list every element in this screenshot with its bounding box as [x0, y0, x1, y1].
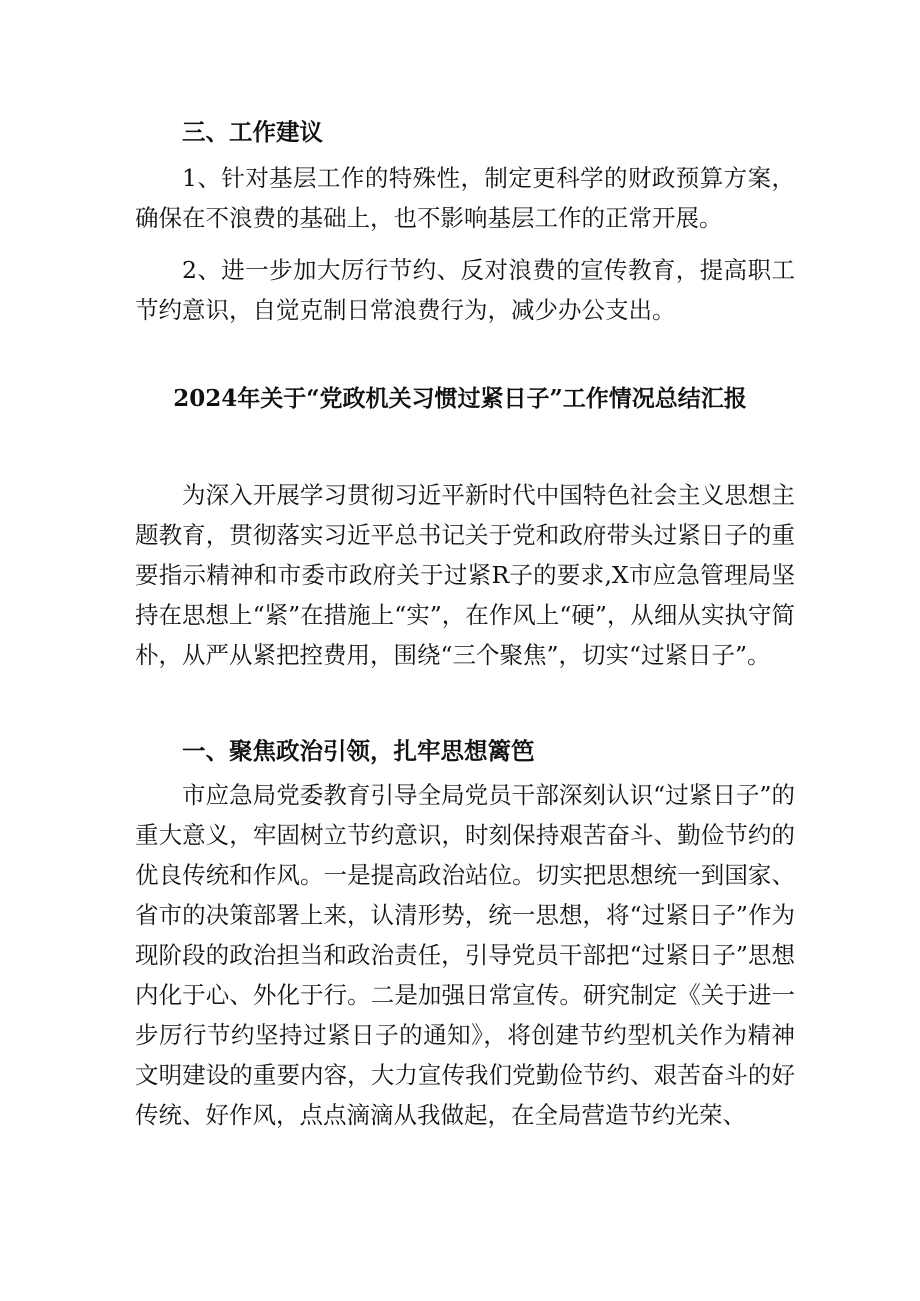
suggestion-2-paragraph: 2、进一步加大厉行节约、反对浪费的宣传教育，提高职工节约意识，自觉克制日常浪费行为，减少办公支出。 — [135, 256, 795, 324]
section-1-paragraph: 市应急局党委教育引导全局党员干部深刻认识“过紧日子”的重大意义，牢固树立节约意识，时刻保持艰苦奋斗、勤俭节约的优良传统和作风。一是提高政治站位。切实把思想统一到国家、省市的决策部署上来，认清形势，统一思想，将“过紧日子”作为现阶段的政治担当和政治责任，引导党员干部把“过紧日子”思想内化于心、外化于行。二是加强日常宣传。研究制定《关于进一步厉行节约坚持过紧日子的通知》，将创建节约型机关作为精神文明建设的重要内容，大力宣传我们党勤俭节约、艰苦奋斗的好传统、好作风，点点滴滴从我做起，在全局营造节约光荣、 — [135, 781, 795, 1129]
intro-paragraph: 为深入开展学习贯彻习近平新时代中国特色社会主义思想主题教育，贯彻落实习近平总书记关于党和政府带头过紧日子的重要指示精神和市委市政府关于过紧R子的要求,X市应急管理局坚持在思想上“紧”在措施上“实”，在作风上“硬”，从细从实执守简朴，从严从紧把控费用，围绕“三个聚焦”，切实“过紧日子”。 — [135, 481, 795, 669]
section-1-heading: 一、聚焦政治引领，扎牢思想篱笆 — [182, 737, 535, 765]
report-title: 2024年关于“党政机关习惯过紧日子”工作情况总结汇报 — [173, 385, 747, 412]
suggestion-1-paragraph: 1、针对基层工作的特殊性，制定更科学的财政预算方案，确保在不浪费的基础上，也不影响基层工作的正常开展。 — [135, 164, 795, 232]
section-3-heading: 三、工作建议 — [182, 118, 323, 146]
